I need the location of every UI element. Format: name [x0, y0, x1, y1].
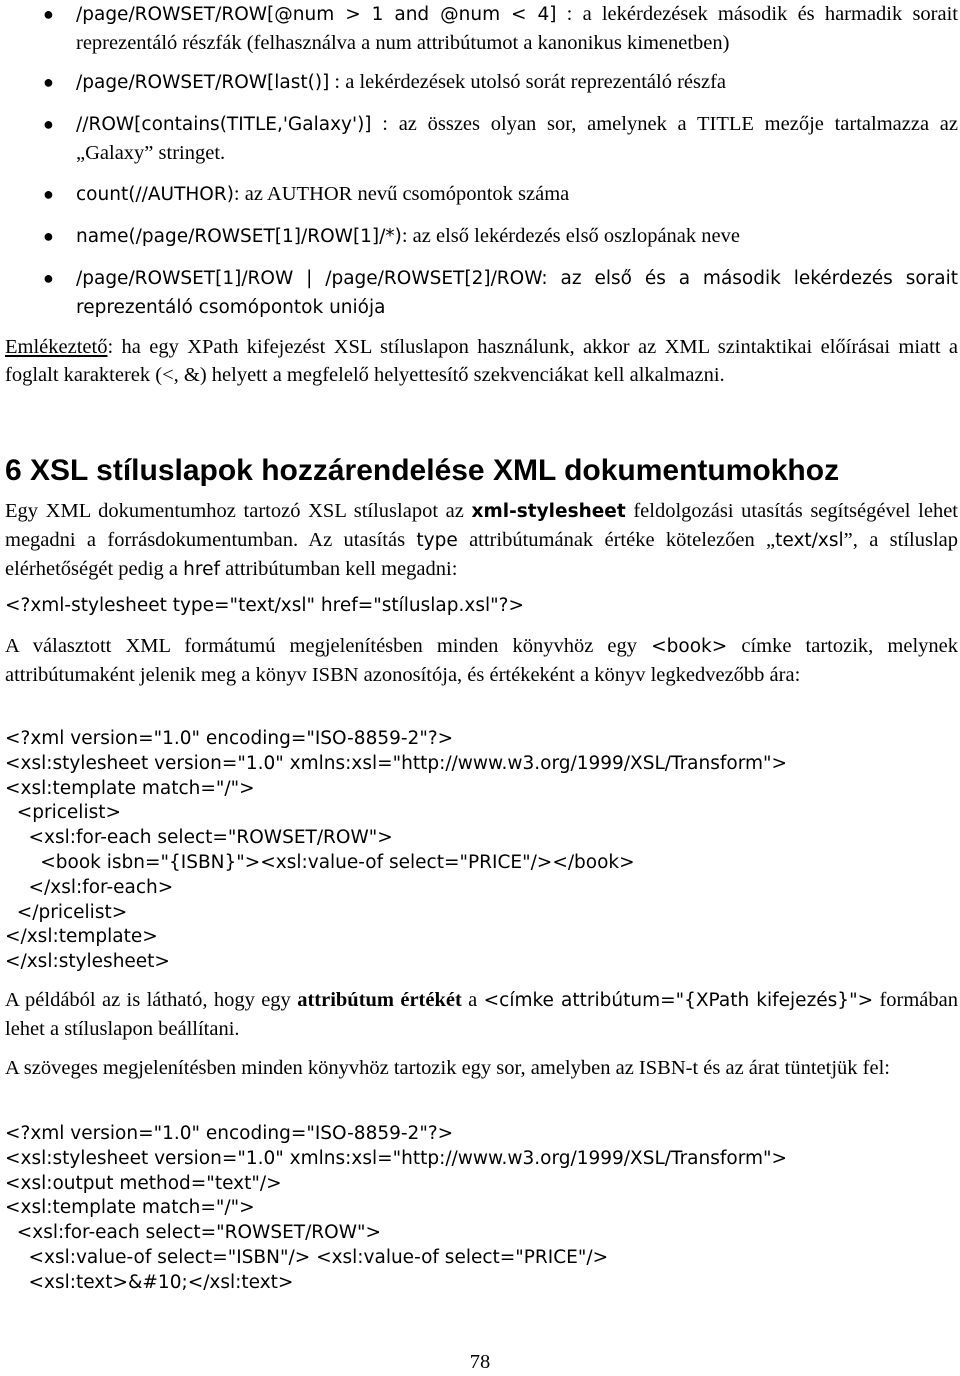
- bullet-icon: ●: [43, 4, 54, 24]
- xpath-expression: /page/ROWSET/ROW[@num > 1 and @num < 4]: [76, 4, 557, 25]
- list-item: [43, 264, 958, 322]
- paragraph-text: formában lehet a stíluslapon beállítani.: [5, 989, 959, 1040]
- book-paragraph: [5, 632, 958, 689]
- list-item: [43, 0, 958, 57]
- bullet-icon: ●: [43, 184, 54, 204]
- text-output-paragraph: A szöveges megjelenítésben minden könyvhöz tartozik egy sor, amelyben az ISBN-t és az árat tüntetjük fel:: [5, 1057, 890, 1079]
- list-item: [43, 68, 958, 97]
- inline-code: <címke attribútum="{XPath kifejezés}">: [483, 990, 874, 1011]
- xpath-expression: count(//AUTHOR): [76, 184, 234, 205]
- attribute-value-paragraph: [5, 986, 958, 1043]
- list-item: [43, 180, 958, 209]
- paragraph-text: A választott XML formátumú megjelenítésben minden könyvhöz egy: [5, 635, 652, 657]
- list-item: [43, 222, 958, 251]
- inline-code-bold: xml-stylesheet: [471, 501, 626, 522]
- bold-text: attribútum értékét: [297, 989, 462, 1011]
- list-item-text: : az AUTHOR nevű csomópontok száma: [233, 183, 570, 205]
- bullet-icon: ●: [43, 268, 54, 288]
- code-block-xml-output: <?xml version="1.0" encoding="ISO-8859-2"?> <xsl:stylesheet version="1.0" xmlns:xsl="http://www.w3.org/1999/XSL/Transform"> <xsl:template match="/"> <pricelist> <xsl:for-each select="ROWSET/ROW"> <book isbn="{ISBN}"><xsl:value-of select="PRICE"/></book> </xsl:for-each> </pricelist> </xsl:template> </xsl:stylesheet>: [5, 728, 788, 973]
- bullet-icon: ●: [43, 72, 54, 92]
- processing-instruction-code: <?xml-stylesheet type="text/xsl" href="stíluslap.xsl"?>: [5, 595, 524, 616]
- list-item: [43, 110, 958, 167]
- reminder-label: Emlékeztető: [5, 336, 108, 358]
- paragraph-text: a: [461, 989, 484, 1011]
- paragraph-text: attribútumának értéke kötelezően „: [457, 529, 776, 551]
- list-item-text: : a lekérdezések második és harmadik sorait reprezentáló részfák (felhasználva a num attribútumot a kanonikus kimenetben): [76, 3, 958, 54]
- intro-paragraph: [5, 497, 958, 584]
- xpath-expression: /page/ROWSET/ROW[last()]: [76, 72, 330, 93]
- inline-code: text/xsl: [775, 530, 844, 551]
- bullet-icon: ●: [43, 226, 54, 246]
- paragraph-text: címke tartozik, melynek attribútumaként jelenik meg a könyv ISBN azonosítója, és értékeként a könyv legkedvezőbb ára:: [5, 635, 958, 686]
- inline-code: <book>: [651, 636, 728, 657]
- paragraph-text: A példából az is látható, hogy egy: [5, 989, 298, 1011]
- list-item-text: : a lekérdezések utolsó sorát reprezentáló részfa: [329, 71, 726, 93]
- inline-code: href: [183, 559, 220, 580]
- code-block-text-output: <?xml version="1.0" encoding="ISO-8859-2"?> <xsl:stylesheet version="1.0" xmlns:xsl="http://www.w3.org/1999/XSL/Transform"> <xsl:output method="text"/> <xsl:template match="/"> <xsl:for-each select="ROWSET/ROW"> <xsl:value-of select="ISBN"/> <xsl:value-of select="PRICE"/> <xsl:text>&#10;</xsl:text>: [5, 1123, 788, 1293]
- paragraph-text: attribútumban kell megadni:: [219, 558, 458, 580]
- list-item-text: : az első lekérdezés első oszlopának neve: [401, 225, 740, 247]
- bullet-icon: ●: [43, 114, 54, 134]
- reminder-text: : ha egy XPath kifejezést XSL stíluslapon használunk, akkor az XML szintaktikai előírásai miatt a foglalt karakterek (<, &) helyett a megfelelő helyettesítő szekvenciákat kell alkalmazni.: [5, 336, 958, 386]
- xpath-expression: //ROW[contains(TITLE,'Galaxy')]: [76, 114, 372, 135]
- reminder-paragraph: [5, 333, 958, 389]
- paragraph-text: ”, a stíluslap elérhetőségét pedig a: [5, 529, 958, 580]
- xpath-expression: name(/page/ROWSET[1]/ROW[1]/*): [76, 226, 402, 247]
- section-heading: 6 XSL stíluslapok hozzárendelése XML dokumentumokhoz: [5, 454, 840, 487]
- paragraph-text: Egy XML dokumentumhoz tartozó XSL stíluslapot az: [5, 500, 472, 522]
- page-number: 78: [469, 1351, 491, 1373]
- xpath-expression: /page/ROWSET[1]/ROW | /page/ROWSET[2]/ROW: az első és a második lekérdezés sorait reprezentáló csomópontok uniója: [76, 268, 958, 318]
- inline-code: type: [416, 530, 458, 551]
- paragraph-text: feldolgozási utasítás segítségével lehet megadni a forrásdokumentumban. Az utasítás: [5, 500, 958, 551]
- list-item-text: : az összes olyan sor, amelynek a TITLE mezője tartalmazza az „Galaxy” stringet.: [76, 113, 958, 164]
